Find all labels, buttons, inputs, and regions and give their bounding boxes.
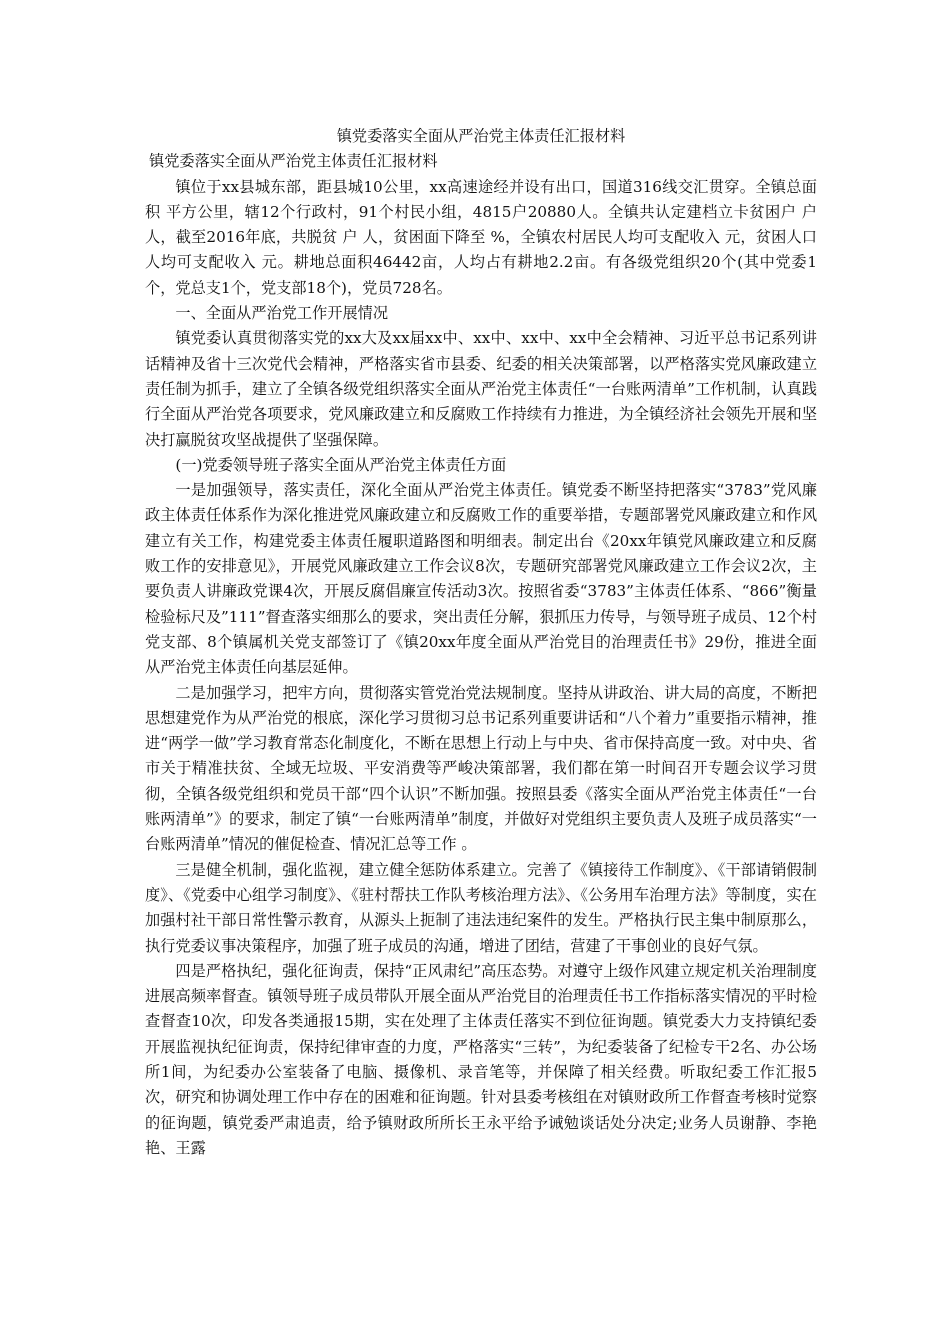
document-subtitle: 镇党委落实全面从严治党主体责任汇报材料 <box>149 152 438 171</box>
paragraph-point-2: 二是加强学习，把牢方向，贯彻落实管党治党法规制度。坚持从讲政治、讲大局的高度，不断把思想建党作为从严治党的根底，深化学习贯彻习总书记系列重要讲话和“八个着力”重要指示精神，推进“两学一做”学习教育常态化制度化，不断在思想上行动上与中央、省市保持高度一致。对中央、省市关于精准扶贫、全域无垃圾、平安消费等严峻决策部署，我们都在第一时间召开专题会议学习贯彻，全镇各级党组织和党员干部“四个认识”不断加强。按照县委《落实全面从严治党主体责任“一台账两清单”》的要求，制定了镇“一台账两清单”制度，并做好对党组织主要负责人及班子成员落实“一台账两清单”情况的催促检查、情况汇总等工作 。 <box>145 683 817 854</box>
subsection-heading-1: (一)党委领导班子落实全面从严治党主体责任方面 <box>175 455 507 474</box>
document-page <box>145 124 817 1161</box>
paragraph-overview: 镇位于xx县城东部，距县城10公里，xx高速途经并设有出口，国道316线交汇贯穿。全镇总面积 平方公里，辖12个行政村，91个村民小组，4815户20880人。全镇共认定建档立卡贫困户 户 人，截至2016年底，共脱贫 户 人，贫困面下降至 %，全镇农村居民人均可支配收入 元，贫困人口人均可支配收入 元。耕地总面积46442亩，人均占有耕地2.2亩。有各级党组织20个(其中党委1个，党总支1个，党支部18个)，党员728名。 <box>145 177 817 297</box>
paragraph-point-1: 一是加强领导，落实责任，深化全面从严治党主体责任。镇党委不断坚持把落实“3783”党风廉政主体责任体系作为深化推进党风廉政建立和反腐败工作的重要举措，专题部署党风廉政建立和作风建立有关工作，构建党委主体责任履职道路图和明细表。制定出台《20xx年镇党风廉政建立和反腐败工作的安排意见》，开展党风廉政建立工作会议8次，专题研究部署党风廉政建立工作会议2次，主要负责人讲廉政党课4次，开展反腐倡廉宣传活动3次。按照省委“3783”主体责任体系、“866”衡量检验标尺及”111”督查落实细那么的要求，突出责任分解，狠抓压力传导，与领导班子成员、12个村党支部、8个镇属机关党支部签订了《镇20xx年度全面从严治党目的治理责任书》29份，推进全面从严治党主体责任向基层延伸。 <box>145 481 817 677</box>
paragraph-point-3: 三是健全机制，强化监视，建立健全惩防体系建立。完善了《镇接待工作制度》、《干部请销假制度》、《党委中心组学习制度》、《驻村帮扶工作队考核治理方法》、《公务用车治理方法》等制度，实在加强村社干部日常性警示教育，从源头上扼制了违法违纪案件的发生。严格执行民主集中制原那么，执行党委议事决策程序，加强了班子成员的沟通，增进了团结，营建了干事创业的良好气氛。 <box>145 860 817 955</box>
section-heading-1: 一、全面从严治党工作开展情况 <box>175 304 389 323</box>
paragraph-section-1-intro: 镇党委认真贯彻落实党的xx大及xx届xx中、xx中、xx中、xx中全会精神、习近平总书记系列讲话精神及省十三次党代会精神，严格落实省市县委、纪委的相关决策部署，以严格落实党风廉政建立责任制为抓手，建立了全镇各级党组织落实全面从严治党主体责任“一台账两清单”工作机制，认真践行全面从严治党各项要求，党风廉政建立和反腐败工作持续有力推进，为全镇经济社会领先开展和坚决打赢脱贫攻坚战提供了坚强保障。 <box>145 329 817 449</box>
document-title: 镇党委落实全面从严治党主体责任汇报材料 <box>336 127 626 145</box>
paragraph-point-4: 四是严格执纪，强化征询责，保持“正风肃纪”高压态势。对遵守上级作风建立规定机关治理制度进展高频率督查。镇领导班子成员带队开展全面从严治党目的治理责任书工作指标落实情况的平时检查督查10次，印发各类通报15期，实在处理了主体责任落实不到位征询题。镇党委大力支持镇纪委开展监视执纪征询责，保持纪律审查的力度，严格落实“三转”，为纪委装备了纪检专干2名、办公场所1间，为纪委办公室装备了电脑、摄像机、录音笔等，并保障了相关经费。听取纪委工作汇报5次，研究和协调处理工作中存在的困难和征询题。针对县委考核组在对镇财政所工作督查考核时觉察的征询题，镇党委严肃追责，给予镇财政所所长王永平给予诫勉谈话处分决定;业务人员谢静、李艳艳、王露 <box>145 961 817 1157</box>
